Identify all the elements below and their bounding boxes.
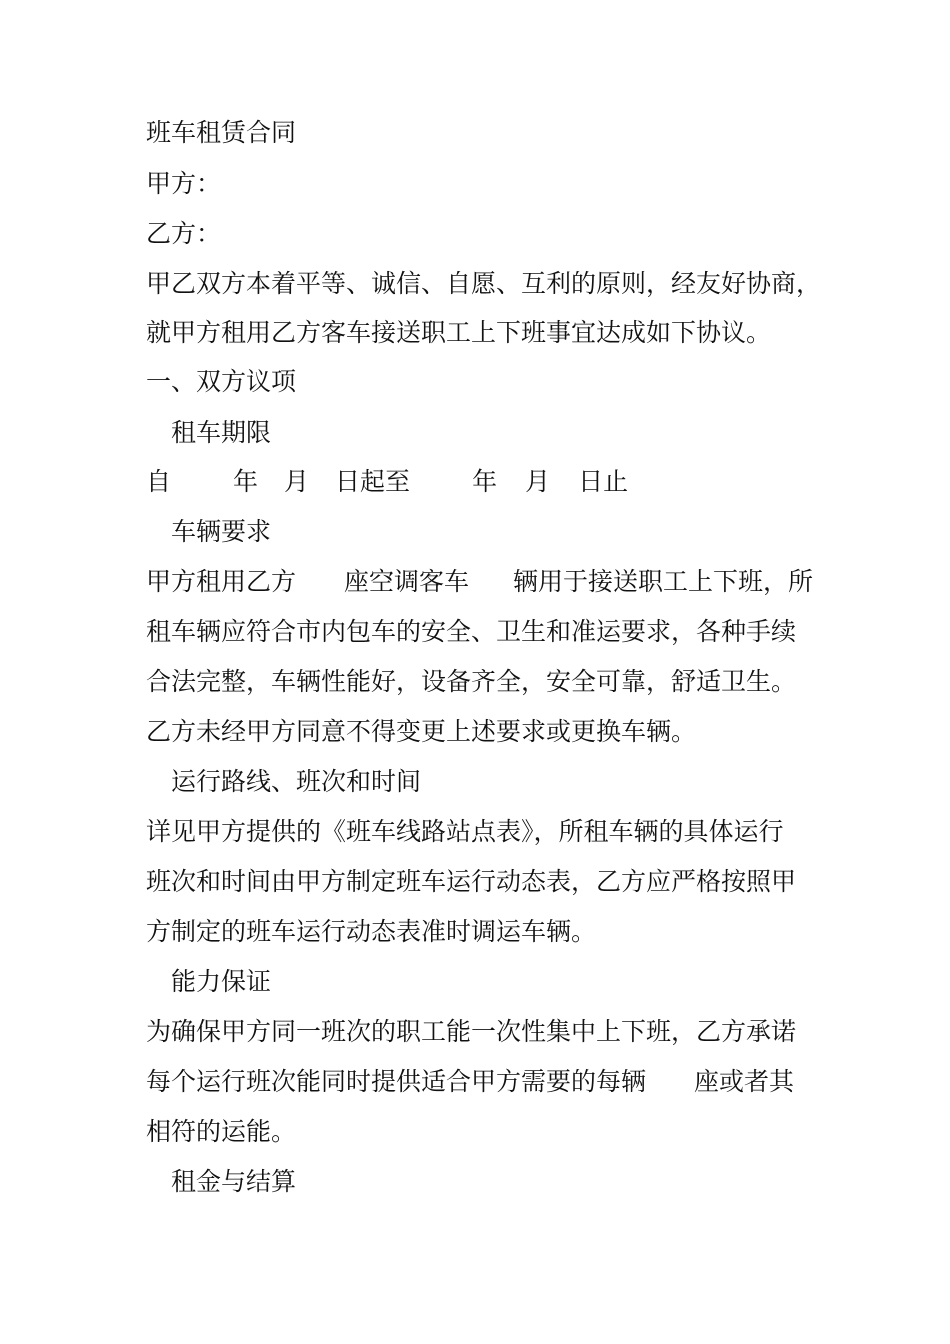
lease-term-month-2: 月 bbox=[525, 467, 551, 496]
vehicle-req-text: 甲方租用乙方 bbox=[146, 567, 297, 596]
party-a-label: 甲方： bbox=[146, 169, 222, 198]
lease-term-day-end: 日止 bbox=[578, 467, 629, 496]
route-line-3: 方制定的班车运行动态表准时调运车辆。 bbox=[146, 917, 597, 946]
route-heading: 运行路线、班次和时间 bbox=[171, 767, 422, 796]
intro-line-2: 就甲方租用乙方客车接送职工上下班事宜达成如下协议。 bbox=[146, 318, 772, 347]
intro-line-1: 甲乙双方本着平等、诚信、自愿、互利的原则，经友好协商， bbox=[146, 269, 822, 298]
lease-term-from: 自 bbox=[146, 467, 172, 496]
rent-heading: 租金与结算 bbox=[171, 1167, 297, 1196]
vehicle-req-line-3: 合法完整，车辆性能好，设备齐全，安全可靠，舒适卫生。 bbox=[146, 667, 797, 696]
document-title: 班车租赁合同 bbox=[146, 118, 297, 147]
vehicle-req-heading: 车辆要求 bbox=[171, 517, 272, 546]
capacity-text: 座或者其 bbox=[694, 1067, 795, 1096]
lease-term-year-2: 年 bbox=[472, 467, 498, 496]
lease-term-year-1: 年 bbox=[233, 467, 259, 496]
vehicle-req-text: 辆用于接送职工上下班，所 bbox=[513, 567, 814, 596]
capacity-line-1: 为确保甲方同一班次的职工能一次性集中上下班，乙方承诺 bbox=[146, 1017, 797, 1046]
route-line-2: 班次和时间由甲方制定班车运行动态表，乙方应严格按照甲 bbox=[146, 867, 797, 896]
lease-term-heading: 租车期限 bbox=[171, 418, 272, 447]
section-heading-1: 一、双方议项 bbox=[146, 367, 297, 396]
vehicle-req-line-2: 租车辆应符合市内包车的安全、卫生和准运要求，各种手续 bbox=[146, 617, 797, 646]
party-b-label: 乙方： bbox=[146, 219, 222, 248]
vehicle-req-line-4: 乙方未经甲方同意不得变更上述要求或更换车辆。 bbox=[146, 717, 697, 746]
vehicle-req-text: 座空调客车 bbox=[344, 567, 470, 596]
lease-term-month-1: 月 bbox=[284, 467, 310, 496]
lease-term-day-start: 日起至 bbox=[335, 467, 411, 496]
vehicle-req-line-1 bbox=[146, 566, 813, 598]
capacity-line-3: 相符的运能。 bbox=[146, 1117, 297, 1146]
capacity-line-2 bbox=[146, 1066, 794, 1098]
capacity-text: 每个运行班次能同时提供适合甲方需要的每辆 bbox=[146, 1067, 647, 1096]
lease-term-dates bbox=[146, 466, 628, 498]
capacity-heading: 能力保证 bbox=[171, 967, 272, 996]
route-line-1: 详见甲方提供的《班车线路站点表》，所租车辆的具体运行 bbox=[146, 817, 784, 846]
